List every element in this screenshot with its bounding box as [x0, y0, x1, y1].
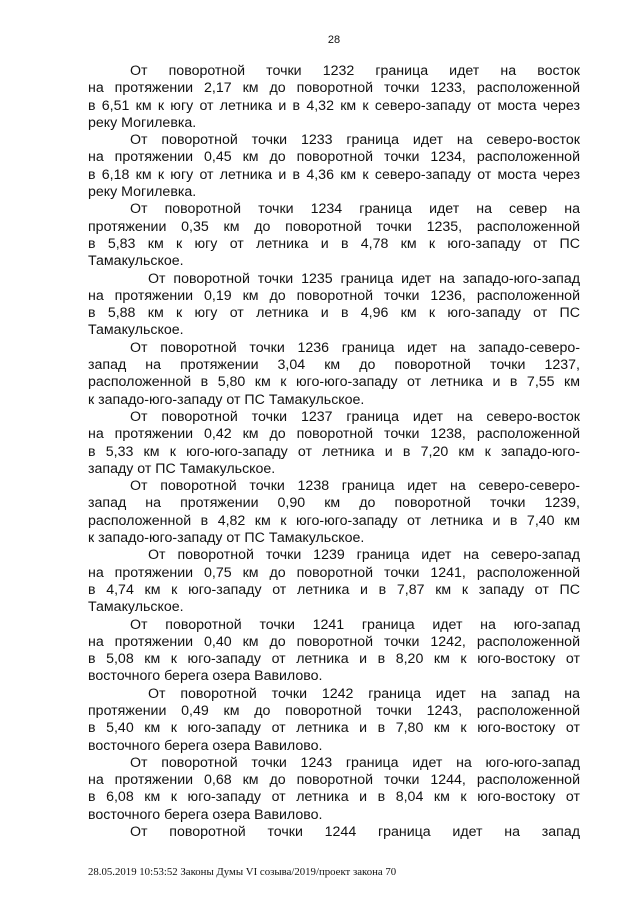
text-line: на протяжении 0,19 км до поворотной точки 1236, расположенной	[88, 287, 580, 304]
paragraph	[88, 201, 580, 270]
text-line: От поворотной точки 1239 граница идет на северо-запад	[148, 547, 580, 564]
text-line: От поворотной точки 1234 граница идет на север на	[130, 201, 580, 218]
text-line: на протяжении 0,40 км до поворотной точки 1242, расположенной	[88, 633, 580, 650]
paragraph	[88, 686, 580, 755]
text-line: в 5,83 км к югу от летника и в 4,78 км к юго-западу от ПС	[88, 235, 580, 252]
text-line: От поворотной точки 1241 граница идет на юго-запад	[130, 616, 580, 633]
document-body	[88, 63, 580, 841]
text-line: расположенной в 4,82 км к юго-юго-западу от летника и в 7,40 км	[88, 512, 580, 529]
text-line: протяжении 0,35 км до поворотной точки 1235, расположенной	[88, 218, 580, 235]
paragraph	[88, 478, 580, 547]
text-line: От поворотной точки 1238 граница идет на северо-северо-	[130, 478, 580, 495]
text-line: От поворотной точки 1235 граница идет на западо-юго-запад	[148, 270, 580, 287]
text-line: в 5,88 км к югу от летника и в 4,96 км к юго-западу от ПС	[88, 305, 580, 322]
text-line: Тамакульское.	[88, 253, 184, 270]
text-line: западу от ПС Тамакульское.	[88, 460, 276, 477]
paragraph	[88, 617, 580, 686]
text-line: в 6,51 км к югу от летника и в 4,32 км к северо-западу от моста через	[88, 97, 580, 114]
text-line: к западо-юго-западу от ПС Тамакульское.	[88, 391, 365, 408]
paragraph	[88, 547, 580, 616]
paragraph	[88, 409, 580, 478]
text-line: Тамакульское.	[88, 599, 184, 616]
paragraph	[88, 63, 580, 132]
text-line: От поворотной точки 1236 граница идет на западо-северо-	[130, 339, 580, 356]
text-line: Тамакульское.	[88, 322, 184, 339]
paragraph	[88, 824, 580, 841]
paragraph	[88, 340, 580, 409]
document-footer: 28.05.2019 10:53:52 Законы Думы VI созыва/2019/проект закона 70	[88, 866, 397, 878]
text-line: От поворотной точки 1243 граница идет на юго-юго-запад	[130, 754, 580, 771]
text-line: восточного берега озера Вавилово.	[88, 668, 323, 685]
text-line: в 6,18 км к югу от летника и в 4,36 км к северо-западу от моста через	[88, 166, 580, 183]
text-line: в 5,33 км к юго-юго-западу от летника и в 7,20 км к западо-юго-	[88, 443, 580, 460]
text-line: восточного берега озера Вавилово.	[88, 737, 323, 754]
text-line: От поворотной точки 1244 граница идет на запад	[130, 824, 580, 841]
text-line: запад на протяжении 0,90 км до поворотной точки 1239,	[88, 495, 580, 512]
text-line: в 5,08 км к юго-западу от летника и в 8,20 км к юго-востоку от	[88, 651, 580, 668]
text-line: к западо-юго-западу от ПС Тамакульское.	[88, 530, 365, 547]
text-line: расположенной в 5,80 км к юго-юго-западу от летника и в 7,55 км	[88, 374, 580, 391]
text-line: От поворотной точки 1242 граница идет на запад на	[148, 685, 580, 702]
text-line: реку Могилевка.	[88, 184, 197, 201]
text-line: на протяжении 0,42 км до поворотной точки 1238, расположенной	[88, 426, 580, 443]
text-line: на протяжении 0,75 км до поворотной точки 1241, расположенной	[88, 564, 580, 581]
paragraph	[88, 271, 580, 340]
text-line: на протяжении 0,68 км до поворотной точки 1244, расположенной	[88, 772, 580, 789]
paragraph	[88, 755, 580, 824]
text-line: на протяжении 0,45 км до поворотной точки 1234, расположенной	[88, 149, 580, 166]
text-line: на протяжении 2,17 км до поворотной точки 1233, расположенной	[88, 80, 580, 97]
text-line: в 5,40 км к юго-западу от летника и в 7,80 км к юго-востоку от	[88, 720, 580, 737]
text-line: в 6,08 км к юго-западу от летника и в 8,04 км к юго-востоку от	[88, 789, 580, 806]
text-line: От поворотной точки 1233 граница идет на северо-восток	[130, 132, 580, 149]
page-number: 28	[327, 34, 341, 46]
paragraph	[88, 132, 580, 201]
text-line: запад на протяжении 3,04 км до поворотной точки 1237,	[88, 357, 580, 374]
text-line: восточного берега озера Вавилово.	[88, 806, 323, 823]
text-line: От поворотной точки 1232 граница идет на восток	[130, 63, 580, 79]
text-line: в 4,74 км к юго-западу от летника и в 7,87 км к западу от ПС	[88, 581, 580, 598]
text-line: От поворотной точки 1237 граница идет на северо-восток	[130, 408, 580, 425]
text-line: реку Могилевка.	[88, 114, 197, 131]
text-line: протяжении 0,49 км до поворотной точки 1243, расположенной	[88, 702, 580, 719]
